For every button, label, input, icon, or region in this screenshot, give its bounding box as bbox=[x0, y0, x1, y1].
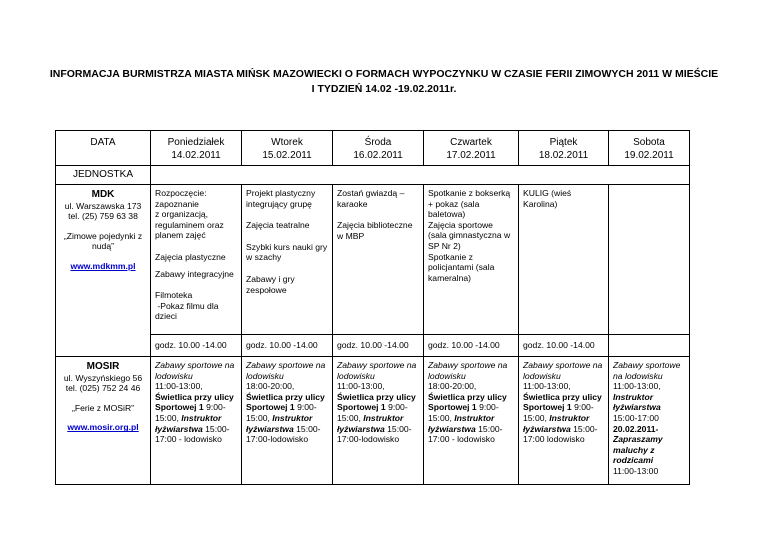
activity-text: Świetlica przy ulicy Sportowej 1 bbox=[337, 391, 416, 413]
activity-text: Zabawy sportowe na lodowisku bbox=[155, 360, 235, 381]
mdk-hours: godz. 10.00 -14.00 bbox=[333, 335, 424, 357]
mosir-friday bbox=[519, 357, 609, 485]
activity-line: baletowa) bbox=[428, 209, 466, 220]
activity-text: Instruktor łyżwiarstwa bbox=[523, 412, 590, 434]
day-name: Piątek bbox=[549, 137, 578, 148]
mdk-unit-cell bbox=[56, 185, 151, 357]
day-date: 19.02.2011 bbox=[624, 150, 674, 161]
unit-name: MOSIR bbox=[86, 361, 120, 372]
time-text: 15:00-17:00 lodowisko bbox=[523, 423, 598, 445]
unit-phone: tel. (25) 759 63 38 bbox=[68, 211, 138, 222]
activity-line: Projekt plastyczny bbox=[246, 188, 316, 198]
mosir-tuesday bbox=[242, 357, 333, 485]
activity-line: Zajęcia sportowe bbox=[428, 219, 493, 230]
activity-text: Zabawy sportowe na lodowisku bbox=[428, 360, 508, 381]
activity-text: Instruktor łyżwiarstwa bbox=[155, 412, 222, 434]
activity-text: Świetlica przy ulicy Sportowej 1 bbox=[428, 391, 507, 413]
activity-line: Rozpoczęcie: bbox=[155, 188, 207, 198]
activity-line: zespołowe bbox=[246, 284, 287, 295]
day-header bbox=[519, 131, 609, 166]
activity-line: 20.02.2011- bbox=[613, 423, 659, 434]
day-header bbox=[151, 131, 242, 166]
unit-slogan: „Zimowe pojedynki z nudą” bbox=[63, 230, 143, 252]
time-text: 11:00-13:00, bbox=[337, 381, 385, 392]
day-date: 18.02.2011 bbox=[538, 150, 589, 161]
unit-row bbox=[56, 166, 690, 185]
schedule-table bbox=[55, 130, 690, 485]
activity-line: dzieci bbox=[155, 311, 177, 322]
time-text: 18:00-20:00, bbox=[428, 381, 477, 392]
activity-line: łyżwiarstwa bbox=[613, 402, 661, 413]
unit-slogan: „Ferie z MOSiR” bbox=[71, 402, 135, 413]
activity-line: 15:00-17:00 bbox=[613, 412, 659, 423]
mdk-thursday bbox=[424, 185, 519, 335]
mdk-friday bbox=[519, 185, 609, 335]
empty-cell bbox=[151, 166, 690, 185]
day-header bbox=[609, 131, 690, 166]
time-text: 9:00-15:00, bbox=[155, 402, 226, 423]
activity-line: na lodowisku bbox=[613, 370, 663, 381]
activity-text: Świetlica przy ulicy Sportowej 1 bbox=[523, 391, 602, 413]
mosir-website-link[interactable]: www.mosir.org.pl bbox=[67, 422, 139, 433]
activity-line: KULIG (wieś Karolina) bbox=[523, 188, 572, 209]
mdk-tuesday bbox=[242, 185, 333, 335]
day-name: Środa bbox=[364, 137, 392, 148]
mosir-saturday bbox=[609, 357, 690, 485]
activity-line: integrujący grupę bbox=[246, 198, 312, 209]
activity-line: + pokaz (sala bbox=[428, 198, 480, 209]
mosir-wednesday bbox=[333, 357, 424, 485]
unit-address: ul. Warszawska 173 bbox=[64, 200, 142, 211]
day-date: 15.02.2011 bbox=[262, 150, 312, 161]
mdk-wednesday bbox=[333, 185, 424, 335]
day-date: 17.02.2011 bbox=[446, 150, 496, 161]
activity-line: Zajęcia teatralne bbox=[246, 220, 310, 231]
activity-text: Instruktor łyżwiarstwa bbox=[428, 412, 495, 434]
activity-line: Spotkanie z bokserką bbox=[428, 188, 511, 198]
activity-text: Zabawy sportowe na lodowisku bbox=[523, 360, 603, 381]
mdk-saturday bbox=[609, 185, 690, 335]
activity-text: Zabawy sportowe na lodowisku bbox=[246, 360, 326, 381]
time-text: 15:00-17:00 - lodowisko bbox=[155, 423, 230, 445]
document-title-line1: INFORMACJA BURMISTRZA MIASTA MIŃSK MAZOWIECKI O FORMACH WYPOCZYNKU W CZASIE FERII ZIMOWYCH 2011 W MIEŚCIE bbox=[49, 68, 719, 80]
data-header: DATA bbox=[56, 131, 151, 166]
mdk-hours: godz. 10.00 -14.00 bbox=[242, 335, 333, 357]
activity-text: Instruktor łyżwiarstwa bbox=[246, 412, 313, 434]
empty-cell bbox=[609, 335, 690, 357]
activity-line: SP Nr 2) bbox=[428, 240, 461, 251]
activity-line: Spotkanie z bbox=[428, 251, 473, 262]
activity-line: Zapraszamy bbox=[613, 434, 663, 445]
activity-line: 11:00-13:00 bbox=[613, 465, 659, 476]
activity-line: karaoke bbox=[337, 198, 368, 209]
time-text: 15:00-17:00-lodowisko bbox=[337, 423, 412, 445]
activity-line: Zabawy sportowe bbox=[613, 360, 681, 370]
time-text: 18:00-20:00, bbox=[246, 381, 295, 392]
day-date: 14.02.2011 bbox=[171, 150, 221, 161]
activity-line: w szachy bbox=[246, 252, 282, 263]
activity-line: Filmoteka bbox=[155, 290, 193, 301]
activity-line: Zajęcia biblioteczne bbox=[337, 220, 413, 231]
mosir-row bbox=[56, 357, 690, 485]
activity-line: rodzicami bbox=[613, 455, 654, 466]
mdk-hours-row bbox=[56, 335, 690, 357]
activity-text: Zabawy sportowe na lodowisku bbox=[337, 360, 417, 381]
day-name: Poniedziałek bbox=[167, 137, 225, 148]
time-text: 9:00-15:00, bbox=[523, 402, 594, 423]
mdk-hours: godz. 10.00 -14.00 bbox=[424, 335, 519, 357]
activity-text: Instruktor łyżwiarstwa bbox=[337, 412, 404, 434]
mdk-hours: godz. 10.00 -14.00 bbox=[151, 335, 242, 357]
header-row bbox=[56, 131, 690, 166]
activity-line: -Pokaz filmu dla bbox=[155, 300, 219, 311]
activity-line: Zajęcia plastyczne bbox=[155, 251, 226, 262]
day-name: Czwartek bbox=[450, 137, 492, 148]
activity-line: regulaminem oraz bbox=[155, 219, 224, 230]
activity-line: planem zajęć bbox=[155, 230, 206, 241]
activity-line: zapoznanie bbox=[155, 198, 199, 209]
activity-line: 11:00-13:00, bbox=[613, 381, 661, 392]
activity-line: Szybki kurs nauki gry bbox=[246, 241, 328, 252]
day-name: Sobota bbox=[633, 137, 665, 148]
activity-text: Świetlica przy ulicy Sportowej 1 bbox=[155, 391, 234, 413]
mosir-unit-cell bbox=[56, 357, 151, 485]
activity-line: Zabawy integracyjne bbox=[155, 268, 234, 279]
activity-line: kameralna) bbox=[428, 272, 471, 283]
mdk-hours: godz. 10.00 -14.00 bbox=[519, 335, 609, 357]
activity-line: (sala gimnastyczna w bbox=[428, 230, 511, 241]
activity-line: maluchy z bbox=[613, 444, 655, 455]
unit-name: MDK bbox=[91, 189, 115, 200]
time-text: 11:00-13:00, bbox=[523, 381, 571, 392]
activity-line: w MBP bbox=[337, 230, 365, 241]
time-text: 9:00-15:00, bbox=[337, 402, 408, 423]
activity-line: Zabawy i gry bbox=[246, 273, 295, 284]
unit-header: JEDNOSTKA bbox=[56, 166, 151, 185]
activity-line: policjantami (sala bbox=[428, 262, 495, 273]
activity-text: Świetlica przy ulicy Sportowej 1 bbox=[246, 391, 325, 413]
day-header bbox=[242, 131, 333, 166]
day-header bbox=[424, 131, 519, 166]
time-text: 9:00-15:00, bbox=[246, 402, 317, 423]
activity-line: z organizacją, bbox=[155, 209, 209, 220]
mdk-monday bbox=[151, 185, 242, 335]
document-title-line2: I TYDZIEŃ 14.02 -19.02.2011r. bbox=[311, 83, 457, 95]
time-text: 11:00-13:00, bbox=[155, 381, 203, 392]
time-text: 15:00-17:00 - lodowisko bbox=[428, 423, 503, 445]
day-header bbox=[333, 131, 424, 166]
mdk-website-link[interactable]: www.mdkmm.pl bbox=[70, 260, 136, 271]
mosir-thursday bbox=[424, 357, 519, 485]
unit-address: ul. Wyszyńskiego 56 bbox=[63, 372, 143, 383]
mdk-row bbox=[56, 185, 690, 335]
activity-line: Instruktor bbox=[613, 391, 654, 402]
time-text: 9:00-15:00, bbox=[428, 402, 499, 423]
activity-line: Zostań gwiazdą – bbox=[337, 188, 405, 198]
time-text: 15:00-17:00-lodowisko bbox=[246, 423, 321, 445]
day-date: 16.02.2011 bbox=[353, 150, 403, 161]
mosir-monday bbox=[151, 357, 242, 485]
day-name: Wtorek bbox=[271, 137, 303, 148]
unit-phone: tel. (025) 752 24 46 bbox=[65, 383, 141, 394]
